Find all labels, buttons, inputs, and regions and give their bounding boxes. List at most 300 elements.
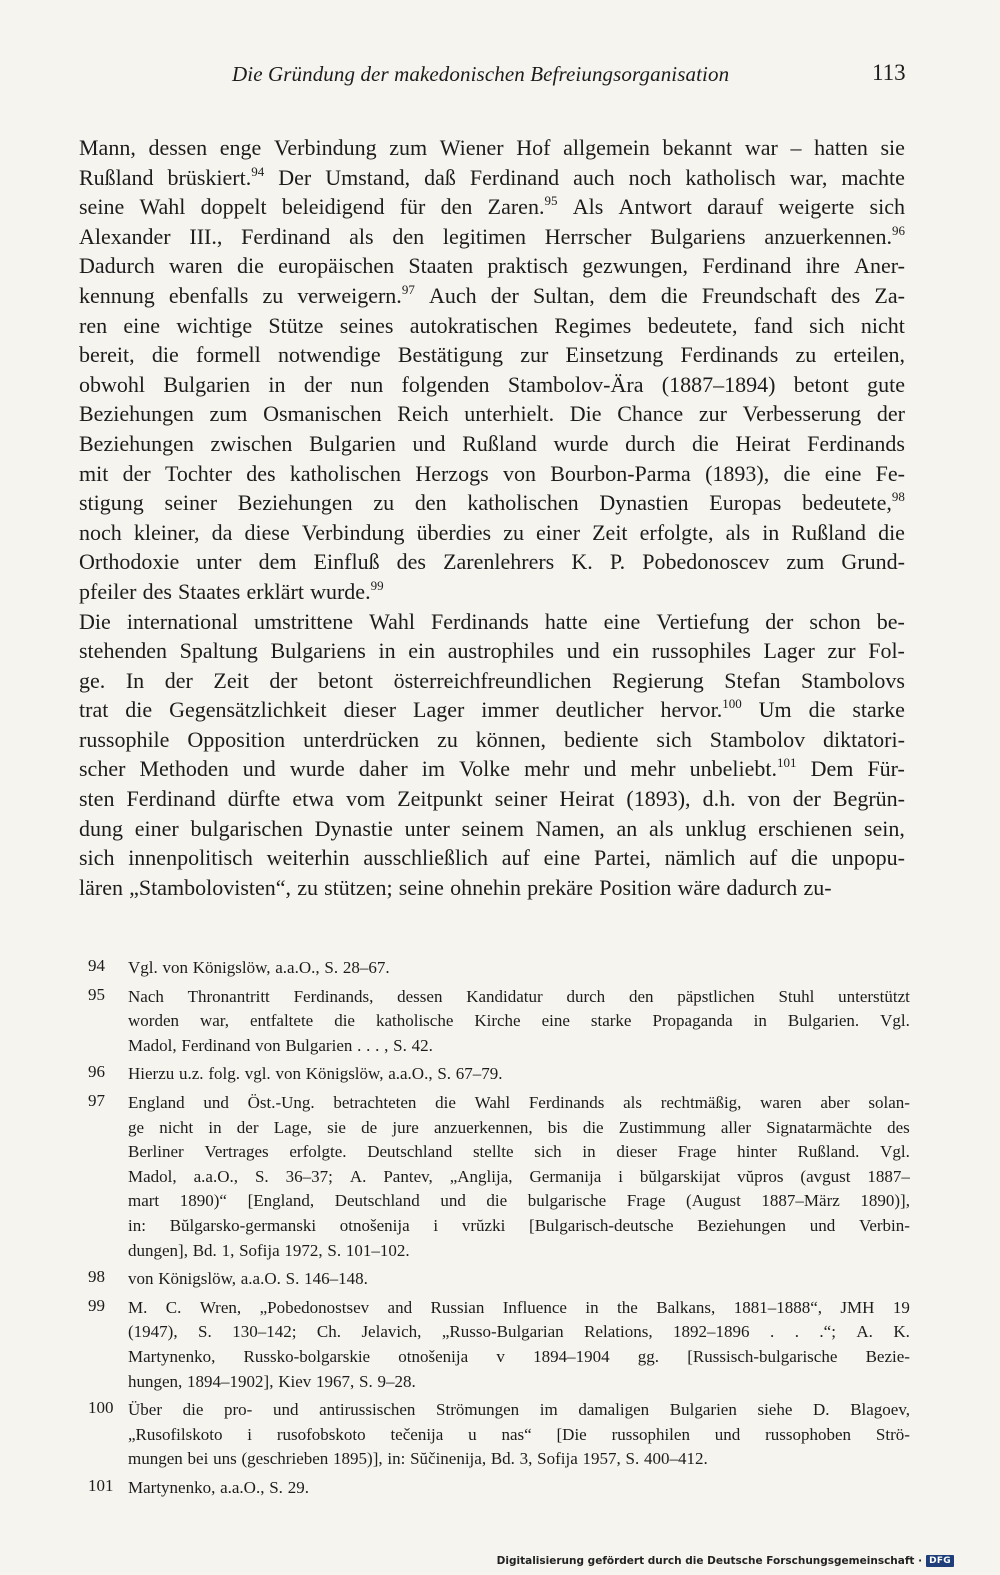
word: und <box>242 756 276 782</box>
word: Osmanischen <box>263 401 382 427</box>
word: rechtmäßig, <box>660 1092 742 1112</box>
word: hervor.$^{100}$ <box>660 696 742 723</box>
word: Vgl. <box>128 958 158 977</box>
word: des <box>830 282 861 308</box>
footnote <box>88 985 910 1059</box>
word: Stütze <box>268 312 324 338</box>
word: dungen], <box>128 1240 188 1260</box>
word: and <box>387 1297 413 1317</box>
footnote-ref[interactable]: 95 <box>544 193 558 209</box>
word: „Stambolovisten“, <box>129 874 292 900</box>
body-line <box>79 725 905 755</box>
word: sich <box>79 845 115 871</box>
word: bediente <box>563 726 639 752</box>
word: Ferdinand <box>126 786 216 812</box>
word: die <box>334 1011 355 1031</box>
word: Reich <box>397 401 449 427</box>
word: austrophiles <box>447 638 555 664</box>
word: katholischen <box>289 460 402 486</box>
word: unterdrücken <box>303 726 420 752</box>
word: folg. <box>208 1064 240 1084</box>
word: eine <box>123 312 161 338</box>
word: (August <box>686 1191 741 1211</box>
word: sten <box>79 786 115 812</box>
word: Orthodoxie <box>79 549 180 575</box>
word: 19 <box>892 1297 910 1317</box>
footnote-ref[interactable]: 96 <box>891 222 905 238</box>
word: russophoben <box>765 1424 852 1444</box>
word: unklug <box>685 815 747 841</box>
word: Regierung <box>612 667 704 693</box>
word: Bulgarien <box>163 371 251 397</box>
word: dürfte <box>227 786 281 812</box>
word: A. <box>856 1322 873 1342</box>
word: katholische <box>375 1011 454 1031</box>
word: solan- <box>868 1092 910 1112</box>
word: 29. <box>287 1477 309 1497</box>
word: Dem <box>810 756 854 782</box>
word: (1947), <box>128 1322 178 1342</box>
dfg-logo: DFG <box>926 1555 954 1567</box>
word: praktisch <box>487 253 569 279</box>
word: Spaltung <box>179 638 258 664</box>
word: mehr <box>524 756 570 782</box>
word: Fe- <box>875 460 905 486</box>
footnote-ref[interactable]: 98 <box>891 489 905 505</box>
word: Vgl. <box>880 1142 910 1162</box>
word: Hof <box>516 135 551 160</box>
word: 1895)], <box>333 1449 383 1469</box>
word: Ferdinand <box>469 164 560 190</box>
footnote-ref[interactable]: 94 <box>251 163 265 179</box>
word: die <box>791 845 818 871</box>
word: de <box>361 1117 378 1137</box>
word: der <box>792 786 821 812</box>
word: d.h. <box>702 786 736 812</box>
word: Heirat <box>559 786 615 812</box>
footnote-text <box>128 956 910 981</box>
word: gute <box>867 371 905 397</box>
word: noch <box>79 519 122 545</box>
word: sie <box>880 135 905 160</box>
word: Fol- <box>868 638 905 664</box>
word: prekäre <box>527 874 594 900</box>
word: Über <box>128 1400 162 1420</box>
footnote-line <box>128 1034 910 1059</box>
word: als <box>623 1092 642 1112</box>
word: auch <box>573 164 615 190</box>
footnote-line <box>128 1214 910 1239</box>
word: . <box>794 1322 799 1342</box>
word: in <box>378 638 396 664</box>
word: a.a.O., <box>193 1166 238 1186</box>
footnote-line <box>128 985 910 1010</box>
word: K. <box>571 549 593 575</box>
body-line <box>79 251 905 281</box>
word: Sofija <box>537 1449 578 1469</box>
footnote-ref[interactable]: 99 <box>370 577 384 593</box>
word: europäischen <box>278 253 395 279</box>
running-header <box>0 62 1000 96</box>
word: zu <box>503 519 524 545</box>
word: 1881–1888“, <box>733 1297 822 1317</box>
word: dieser <box>616 1142 657 1162</box>
word: v <box>496 1346 505 1366</box>
word: siehe <box>757 1400 793 1420</box>
word: (geschrieben <box>241 1449 329 1469</box>
word: bekannt <box>662 135 733 160</box>
footnote <box>88 1267 910 1292</box>
word: (1893), <box>626 786 691 812</box>
word: zum <box>786 549 825 575</box>
word: Zustimmung <box>618 1117 706 1137</box>
word: S. <box>625 1449 640 1469</box>
word: Zeit <box>592 519 628 545</box>
footnote <box>88 1062 910 1087</box>
word: a.a.O. <box>240 1269 281 1289</box>
word: zu- <box>803 874 832 900</box>
word: [Bulgarisch-deutsche <box>529 1215 674 1235</box>
word: tečenija <box>390 1424 444 1444</box>
body-line <box>79 459 905 489</box>
word: Wren, <box>199 1297 242 1317</box>
word: darauf <box>707 194 764 220</box>
word: durch <box>566 986 606 1006</box>
word: in <box>585 1297 599 1317</box>
word: Verbindung <box>301 519 405 545</box>
running-title: Die Gründung der makedonischen Befreiungsorganisation <box>232 62 730 86</box>
word: Staates <box>178 578 241 604</box>
word: . <box>357 1035 362 1055</box>
word: [England, <box>247 1191 315 1211</box>
word: Ch. <box>316 1322 341 1342</box>
word: Vgl. <box>880 1011 910 1031</box>
word: betont <box>793 371 849 397</box>
word: S. <box>393 1035 407 1055</box>
word: Za- <box>874 282 905 308</box>
word: wurde <box>289 756 345 782</box>
word: aber <box>820 1092 850 1112</box>
word: In <box>125 667 145 693</box>
word: zum <box>209 401 248 427</box>
word: zur <box>520 342 549 368</box>
footnote-number: 96 <box>88 1062 105 1082</box>
word: unpopu- <box>831 845 905 871</box>
word: bei <box>187 1449 209 1469</box>
word: Ferdinands <box>680 342 779 368</box>
word: anzuerkennen, <box>433 1117 533 1137</box>
word: i <box>618 1166 623 1186</box>
word: aller <box>720 1117 752 1137</box>
word: Berliner <box>128 1142 184 1162</box>
word: formell <box>195 342 261 368</box>
word: Madol, <box>128 1035 177 1055</box>
word: mehr <box>630 756 676 782</box>
word: zu <box>262 282 284 308</box>
word: trat <box>79 697 109 723</box>
word: erfolgte. <box>289 1142 347 1162</box>
word: Opposition <box>187 726 286 752</box>
word: sein, <box>863 815 905 841</box>
body-line <box>79 429 905 459</box>
word: in <box>762 519 780 545</box>
word: , <box>384 1035 389 1055</box>
word: S. <box>437 1064 452 1084</box>
word: als <box>725 519 751 545</box>
footnote-number: 94 <box>88 956 105 975</box>
page-number: 113 <box>872 60 906 85</box>
word: Bulgarien <box>669 1400 737 1420</box>
word: hatten <box>814 135 868 160</box>
word: 9–28. <box>377 1371 416 1391</box>
word: bedeutete, <box>647 312 738 338</box>
word: England <box>128 1092 185 1112</box>
word: 1894–1902], <box>187 1371 274 1391</box>
word: S. <box>269 1477 283 1497</box>
word: Ferdinands <box>528 1092 605 1112</box>
word: nicht <box>860 312 905 338</box>
word: Methoden <box>139 756 229 782</box>
word: „Pobedonostsev <box>259 1297 370 1317</box>
word: M. <box>128 1297 148 1317</box>
footnote-line <box>128 1062 910 1087</box>
word: Freundschaft <box>701 282 817 308</box>
word: Volke <box>459 756 511 782</box>
word: Bourbon-Parma <box>550 460 691 486</box>
word: von <box>162 958 188 977</box>
word: eine <box>543 845 581 871</box>
word: von <box>747 786 781 812</box>
word: Stambolov-Ära <box>507 371 644 397</box>
word: Stambolovs <box>801 667 905 693</box>
body-line <box>79 518 905 548</box>
word: Vertrages <box>204 1142 269 1162</box>
word: pfeiler <box>79 578 137 604</box>
word: nas“ <box>501 1424 532 1444</box>
word: Pobedonoscev <box>642 549 770 575</box>
word: 1890)“ <box>179 1191 227 1211</box>
word: Chance <box>617 401 684 427</box>
word: den <box>414 490 447 516</box>
footnote-ref[interactable]: 101 <box>777 755 797 771</box>
word: Königslöw, <box>192 958 271 977</box>
word: betont <box>318 667 374 693</box>
word: 42. <box>411 1035 433 1055</box>
word: des <box>142 578 172 604</box>
word: Antwort <box>618 194 692 220</box>
word: der <box>876 401 905 427</box>
word: Wahl <box>369 608 415 634</box>
word: mit <box>79 460 109 486</box>
footnote-line <box>128 1423 910 1448</box>
word: Königslöw, <box>158 1269 237 1289</box>
word: Lager <box>413 697 465 723</box>
word: an <box>616 815 638 841</box>
word: die <box>660 282 688 308</box>
word: Pantev, <box>383 1166 433 1186</box>
word: in: <box>387 1449 406 1469</box>
footnotes <box>88 956 910 1504</box>
word: den <box>392 223 425 249</box>
word: da <box>211 519 233 545</box>
word: [Die <box>556 1424 587 1444</box>
word: Germanija <box>529 1166 602 1186</box>
word: .“; <box>819 1322 836 1342</box>
body-line <box>79 222 905 252</box>
word: notwendige <box>277 342 381 368</box>
word: und <box>272 1400 299 1420</box>
word: einer <box>134 815 179 841</box>
word: überdies <box>416 519 492 545</box>
word: Madol, <box>128 1166 177 1186</box>
word: 101–102. <box>345 1240 410 1260</box>
word: nämlich <box>664 845 736 871</box>
word: katholisch <box>685 164 776 190</box>
word: uns <box>213 1449 237 1469</box>
word: von <box>255 1035 281 1055</box>
word: und <box>412 430 446 456</box>
word: des <box>396 549 426 575</box>
word: als <box>349 223 374 249</box>
word: Dynastie <box>314 815 393 841</box>
word: Verbin- <box>858 1215 910 1235</box>
word: Verbindung <box>273 135 377 160</box>
word: dieser <box>343 697 397 723</box>
word: Kirche <box>474 1011 521 1031</box>
word: 1887– <box>867 1166 910 1186</box>
word: sie <box>327 1117 346 1137</box>
word: ausschließlich <box>363 845 489 871</box>
word: waren <box>760 1092 802 1112</box>
word: hatte <box>544 608 588 634</box>
word: wurde.$^{99}$ <box>310 577 384 604</box>
word: Lage, <box>273 1117 312 1137</box>
footnote-text <box>128 985 910 1059</box>
word: daher <box>358 756 408 782</box>
word: für <box>399 194 426 220</box>
word: seines <box>339 312 394 338</box>
word: ren <box>79 312 108 338</box>
body-line <box>79 192 905 222</box>
word: Relations, <box>584 1322 653 1342</box>
body-line <box>79 636 905 666</box>
word: die <box>435 1092 456 1112</box>
word: ein <box>408 638 436 664</box>
word: Aner- <box>854 253 905 279</box>
word: Wahl <box>139 194 186 220</box>
word: katholischen <box>467 490 579 516</box>
word: russophile <box>79 726 170 752</box>
word: Bulgariens <box>270 638 366 664</box>
footnote-line <box>128 1116 910 1141</box>
word: unter <box>196 549 242 575</box>
word: seiner <box>494 786 548 812</box>
word: otnošenija <box>339 1215 410 1235</box>
word: zu <box>795 342 817 368</box>
word: Beziehungen <box>697 1215 786 1235</box>
body-line <box>79 163 905 193</box>
word: auf <box>749 845 778 871</box>
word: Begrün- <box>832 786 905 812</box>
word: Beziehungen <box>79 430 194 456</box>
word: stehenden <box>79 638 167 664</box>
word: Wahl <box>474 1092 511 1112</box>
word: gg. <box>637 1346 660 1366</box>
word: dem <box>258 549 297 575</box>
word: Ferdinand <box>702 253 792 279</box>
word: und <box>714 1424 741 1444</box>
word: Um <box>758 697 792 723</box>
word: in <box>268 371 286 397</box>
body-line <box>79 873 905 903</box>
word: Influence <box>502 1297 567 1317</box>
word: bŭlgarskijat <box>639 1166 721 1186</box>
word: Rußland <box>79 164 154 190</box>
body-line <box>79 281 905 311</box>
footnote-line <box>128 1091 910 1116</box>
word: seinem <box>461 815 524 841</box>
footnote-ref[interactable]: 97 <box>401 281 415 297</box>
word: gezwungen, <box>582 253 688 279</box>
word: war <box>744 135 778 160</box>
word: die <box>151 342 179 368</box>
word: (1887–1894) <box>661 371 776 397</box>
word: C. <box>165 1297 182 1317</box>
word: 36–37; <box>285 1166 333 1186</box>
word: (avgust <box>800 1166 851 1186</box>
word: Staaten <box>408 253 474 279</box>
word: be- <box>876 608 905 634</box>
word: wäre <box>677 874 721 900</box>
body-line <box>79 814 905 844</box>
footnote-line <box>128 1009 910 1034</box>
word: 1, <box>221 1240 235 1260</box>
word: Zarenlehrers <box>443 549 555 575</box>
word: Bd. <box>490 1449 515 1469</box>
word: zwischen <box>210 430 293 456</box>
word: erschienen <box>758 815 853 841</box>
word: u.z. <box>179 1064 204 1084</box>
word: Grund- <box>841 549 905 575</box>
footnote-ref[interactable]: 100 <box>722 696 742 712</box>
word: Nach <box>128 986 164 1006</box>
word: Bŭlgarsko-germanski <box>169 1215 317 1235</box>
word: fand <box>753 312 793 338</box>
word: Gegensätzlichkeit <box>169 697 327 723</box>
word: unbeliebt.$^{101}$ <box>689 755 797 782</box>
footnote-text <box>128 1296 910 1394</box>
word: erteilen, <box>833 342 905 368</box>
word: „Russo-Bulgarian <box>441 1322 564 1342</box>
word: Kandidatur <box>466 986 543 1006</box>
footnote-text <box>128 1062 910 1087</box>
footnote-line <box>128 1447 910 1472</box>
word: Signatarmächte <box>766 1117 872 1137</box>
digitization-credit <box>497 1555 954 1567</box>
word: dessen <box>148 135 208 160</box>
word: 28–67. <box>342 958 390 977</box>
footnote <box>88 1476 910 1501</box>
word: 1957, <box>582 1449 621 1469</box>
word: diese <box>244 519 290 545</box>
word: S. <box>254 1166 269 1186</box>
word: und <box>809 1215 836 1235</box>
word: zu <box>297 874 318 900</box>
word: JMH <box>840 1297 875 1317</box>
word: dadurch <box>726 874 798 900</box>
footnote <box>88 1398 910 1472</box>
word: Bulgarien <box>285 1035 353 1055</box>
